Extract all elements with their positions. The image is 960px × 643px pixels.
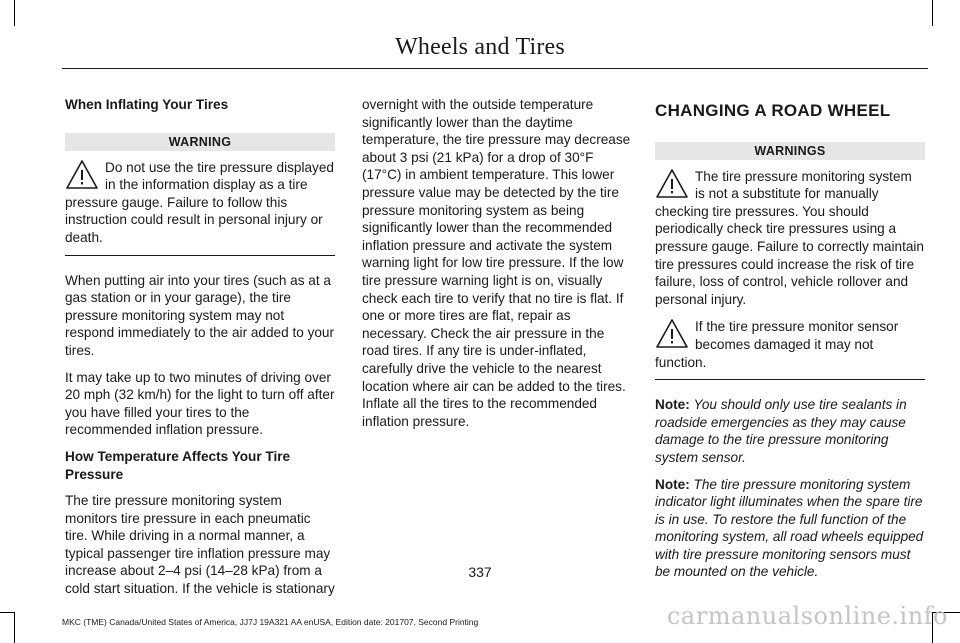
paragraph: The tire pressure monitoring system monitors tire pressure in each pneumatic tire. While driving in a normal manner, a typical passenger tire inflation pressure may increase about 2–4 psi (14–28 kPa) from a cold start situation. If the vehicle is stationary bbox=[65, 493, 335, 597]
section-heading: CHANGING A ROAD WHEEL bbox=[655, 101, 891, 120]
paragraph: overnight with the outside temperature significantly lower than the daytime temperature, the tire pressure may decrease about 3 psi (21 kPa) for a drop of 30°F (17°C) in ambient temperature. This lower pressure value may be detected by the tire pressure monitoring system as being significantly lower than the recommended inflation pressure and activate the system warning light for low tire pressure. If the low tire pressure warning light is on, visually check each tire to verify that no tire is flat. If one or more tires are flat, repair as necessary. Check the air pressure in the road tires. If any tire is under-inflated, carefully drive the vehicle to the nearest location where air can be added to the tires. Inflate all the tires to the recommended inflation pressure. bbox=[362, 97, 631, 429]
crop-mark bbox=[14, 0, 15, 26]
edition-footer: MKC (TME) Canada/United States of America, JJ7J 19A321 AA enUSA, Edition date: 201707, Second Printing bbox=[62, 617, 479, 627]
crop-mark bbox=[0, 612, 14, 613]
warning-triangle-icon bbox=[655, 318, 689, 350]
warning-text: Do not use the tire pressure displayed in the information display as a tire pressure gauge. Failure to follow this instruction could result in personal injury or death. bbox=[65, 159, 334, 245]
paragraph: When putting air into your tires (such as at a gas station or in your garage), the tire pressure monitoring system may not respond immediately to the air added to your tires. bbox=[65, 272, 335, 358]
page-title: Wheels and Tires bbox=[395, 34, 565, 60]
warning-item bbox=[655, 168, 925, 309]
warning-divider bbox=[65, 255, 335, 256]
left-column bbox=[65, 96, 335, 607]
middle-column bbox=[362, 96, 632, 439]
warning-divider bbox=[655, 379, 925, 380]
note-text: You should only use tire sealants in roadside emergencies as they may cause damage to the tire pressure monitoring system sensor. bbox=[655, 397, 907, 465]
warning-triangle-icon bbox=[655, 168, 689, 200]
note-text: The tire pressure monitoring system indicator light illuminates when the spare tire is in use. To restore the full function of the monitoring system, all road wheels equipped with tire pressure monitoring sensors must be mounted on the vehicle. bbox=[655, 476, 924, 580]
watermark: carmanualsonline.info bbox=[666, 602, 948, 630]
subheading-inflating: When Inflating Your Tires bbox=[65, 97, 229, 112]
note bbox=[655, 396, 925, 466]
page-number: 337 bbox=[468, 564, 492, 580]
crop-mark bbox=[932, 0, 933, 26]
paragraph: It may take up to two minutes of driving over 20 mph (32 km/h) for the light to turn off after you have filled your tires to the recommended inflation pressure. bbox=[65, 369, 335, 438]
note-label: Note: bbox=[655, 476, 690, 492]
warning-triangle-icon bbox=[65, 159, 99, 191]
warning-label: WARNING bbox=[65, 133, 335, 151]
crop-mark bbox=[14, 612, 15, 643]
warnings-label: WARNINGS bbox=[655, 142, 925, 160]
note-label: Note: bbox=[655, 397, 690, 413]
warning-item bbox=[65, 159, 335, 247]
warning-text: The tire pressure monitoring system is not a substitute for manually checking tire pressures. You should periodically check tire pressures using a pressure gauge. Failure to correctly maintain tire pressures could increase the risk of tire failure, loss of control, vehicle rollover and personal injury. bbox=[655, 168, 924, 307]
warning-text: If the tire pressure monitor sensor becomes damaged it may not function. bbox=[655, 319, 899, 370]
right-column bbox=[655, 96, 925, 590]
title-divider bbox=[62, 68, 928, 69]
subheading-temperature: How Temperature Affects Your Tire Pressure bbox=[65, 448, 291, 482]
warning-item bbox=[655, 318, 925, 371]
